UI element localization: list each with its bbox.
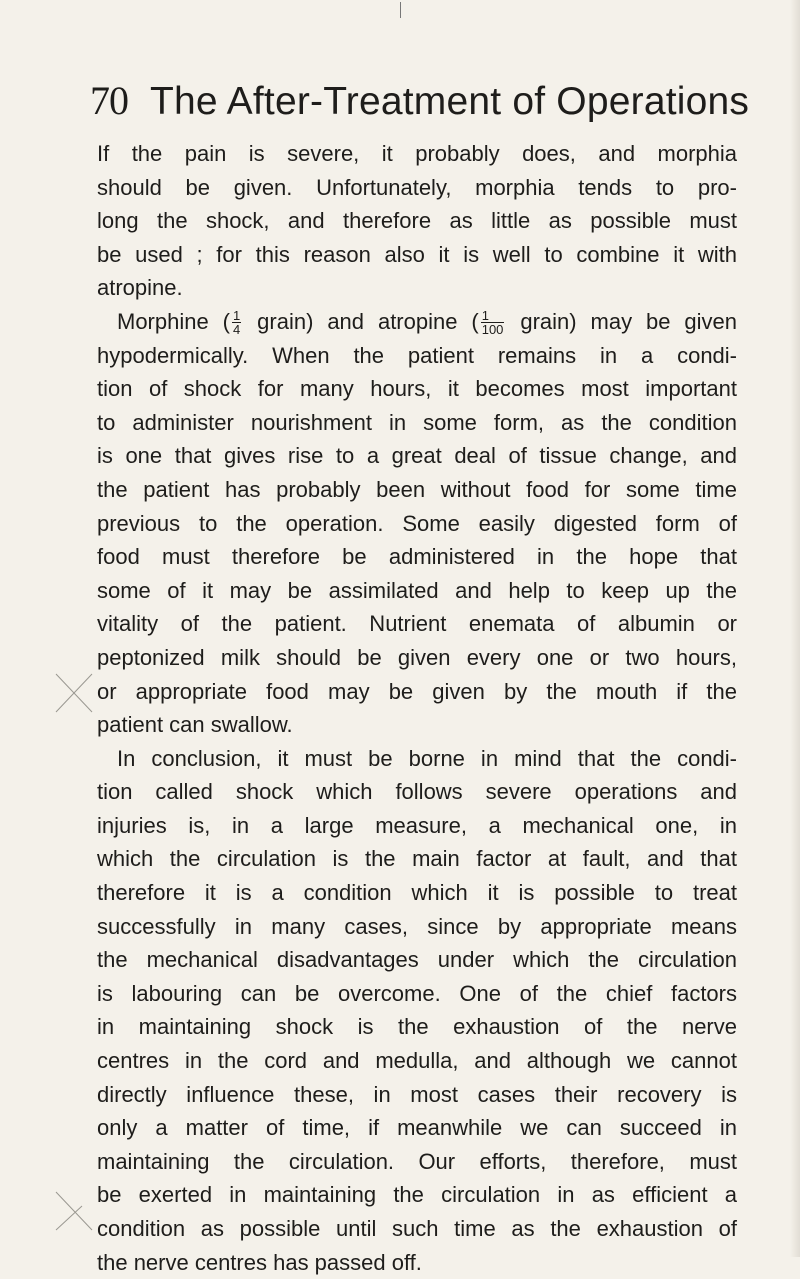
text-line: If the pain is severe, it probably does, and morphia (97, 141, 737, 166)
text-segment: Morphine ( (117, 308, 230, 334)
text-line: or appropriate food may be given by the mouth if the (97, 678, 737, 704)
text-line: be exerted in maintaining the circulation in as efficient a (97, 1182, 737, 1208)
fraction-denominator: 100 (481, 321, 504, 337)
text-line: vitality of the patient. Nutrient enemata of albumin or (97, 611, 737, 637)
page-header (90, 76, 750, 126)
text-line: the patient has probably been without food for some time (97, 476, 737, 502)
text-line: hypodermically. When the patient remains in a condi- (97, 342, 737, 368)
fraction (481, 309, 505, 336)
text-line: atropine. (97, 275, 183, 301)
fraction-numerator: 1 (481, 309, 505, 323)
text-line: the mechanical disadvantages under which the circulation (97, 947, 737, 973)
text-line: which the circulation is the main factor at fault, and that (97, 846, 737, 872)
text-line (97, 305, 737, 339)
text-line: tion called shock which follows severe operations and (97, 779, 737, 805)
text-line: patient can swallow. (97, 712, 293, 738)
top-scan-mark (400, 2, 401, 18)
text-line: previous to the operation. Some easily digested form of (97, 510, 737, 536)
text-line: directly influence these, in most cases their recovery is (97, 1081, 737, 1107)
page-edge-shadow (790, 0, 800, 1257)
text-line: therefore it is a condition which it is possible to treat (97, 880, 737, 906)
text-line: centres in the cord and medulla, and although we cannot (97, 1048, 737, 1074)
text-line: food must therefore be administered in the hope that (97, 544, 737, 570)
text-line: be used ; for this reason also it is well to combine it with (97, 241, 737, 267)
margin-cross-mark (52, 670, 98, 716)
text-line: condition as possible until such time as the exhaustion of (97, 1216, 737, 1241)
text-line: In conclusion, it must be borne in mind that the condi- (117, 745, 737, 771)
text-line: only a matter of time, if meanwhile we can succeed in (97, 1115, 737, 1141)
text-line: to administer nourishment in some form, as the condition (97, 409, 737, 435)
running-title: The After-Treatment of Operations (150, 80, 750, 123)
text-line: the nerve centres has passed off. (97, 1249, 422, 1275)
text-line: is labouring can be overcome. One of the chief factors (97, 980, 737, 1006)
text-line: maintaining the circulation. Our efforts, therefore, must (97, 1148, 737, 1174)
fraction-denominator: 4 (232, 321, 241, 337)
text-segment: grain) and atropine ( (243, 308, 479, 334)
text-line: in maintaining shock is the exhaustion of the nerve (97, 1014, 737, 1040)
text-line: successfully in many cases, since by appropriate means (97, 913, 737, 939)
text-line: is one that gives rise to a great deal of tissue change, and (97, 443, 737, 469)
text-line: long the shock, and therefore as little as possible must (97, 208, 737, 234)
text-line: should be given. Unfortunately, morphia tends to pro- (97, 174, 737, 200)
margin-corner-mark (52, 1188, 98, 1234)
text-line: peptonized milk should be given every one or two hours, (97, 644, 737, 670)
text-line: some of it may be assimilated and help to keep up the (97, 577, 737, 603)
text-line: injuries is, in a large measure, a mechanical one, in (97, 812, 737, 838)
page-number: 70 (90, 78, 128, 123)
fraction (232, 309, 241, 336)
body-text (97, 137, 737, 1279)
text-segment: grain) may be given (506, 308, 738, 334)
fraction-numerator: 1 (232, 307, 241, 323)
text-line: tion of shock for many hours, it becomes most important (97, 376, 737, 402)
